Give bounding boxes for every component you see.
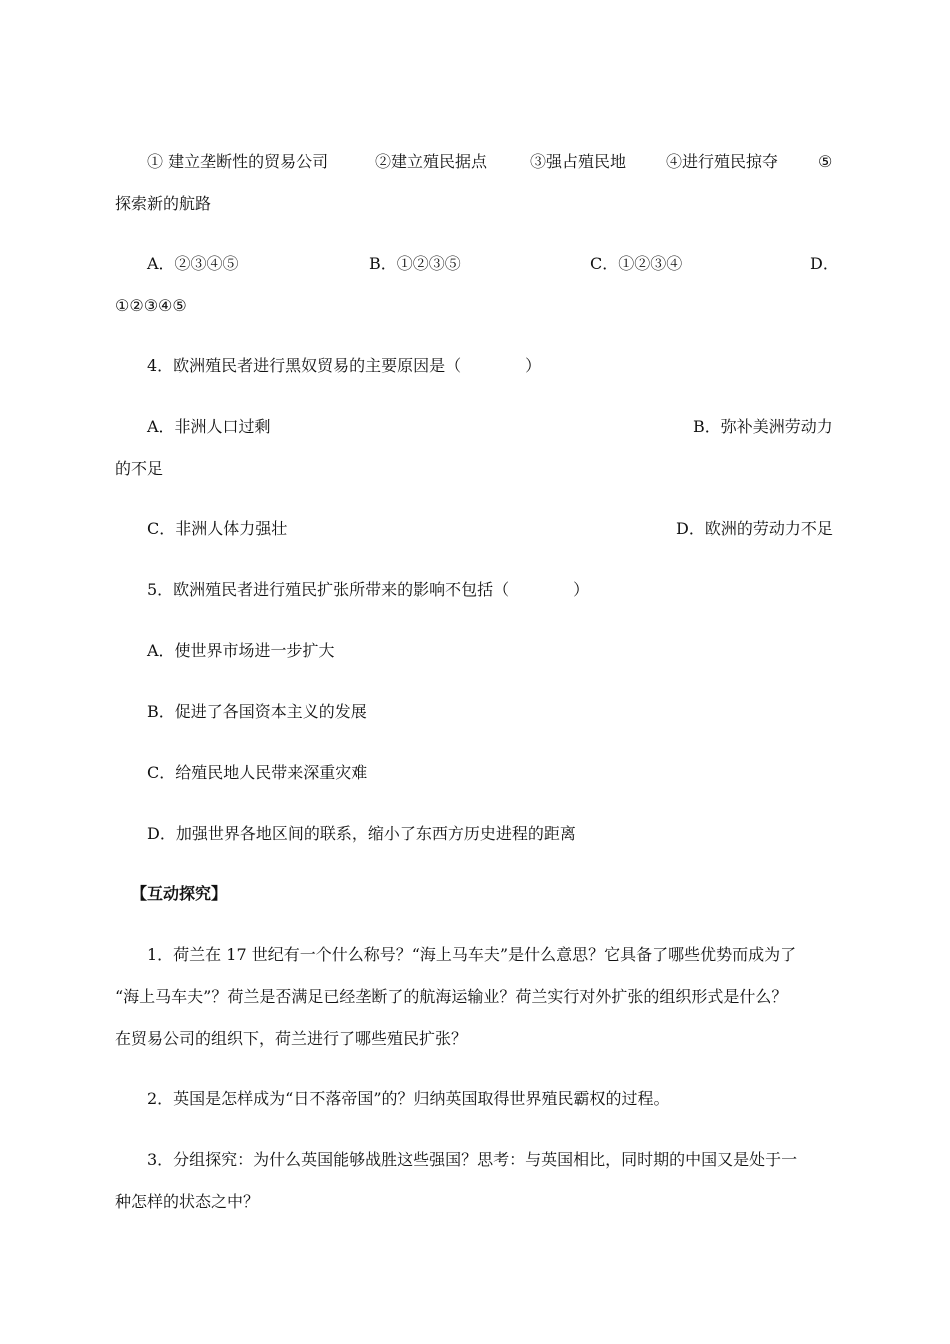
q3-item-1: ① 建立垄断性的贸易公司 <box>147 152 329 171</box>
q4-option-b-continued: 的不足 <box>115 459 164 478</box>
section-heading: 【互动探究】 <box>131 884 228 903</box>
q4-option-d: D．欧洲的劳动力不足 <box>676 519 833 538</box>
q3-item-4: ④进行殖民掠夺 <box>666 152 779 171</box>
explore-p2-line1: 2．英国是怎样成为“日不落帝国”的？归纳英国取得世界殖民霸权的过程。 <box>147 1089 670 1108</box>
explore-p3-line1: 3．分组探究：为什么英国能够战胜这些强国？思考：与英国相比，同时期的中国又是处于一 <box>147 1150 798 1169</box>
q4-option-c: C．非洲人体力强壮 <box>147 519 288 538</box>
q3-option-c: C．①②③④ <box>590 254 683 273</box>
q3-item-2: ②建立殖民据点 <box>375 152 488 171</box>
explore-p1-line2: “海上马车夫”？荷兰是否满足已经垄断了的航海运输业？荷兰实行对外扩张的组织形式是什么？ <box>115 987 788 1006</box>
q5-stem: 5．欧洲殖民者进行殖民扩张所带来的影响不包括（ ） <box>147 580 590 599</box>
q3-item-5: ⑤ <box>818 152 833 171</box>
q5-option-a: A．使世界市场进一步扩大 <box>147 641 335 660</box>
q5-option-b: B．促进了各国资本主义的发展 <box>147 702 367 721</box>
q3-option-d-continued: ①②③④⑤ <box>115 296 187 315</box>
q3-item-3: ③强占殖民地 <box>530 152 627 171</box>
q4-stem: 4．欧洲殖民者进行黑奴贸易的主要原因是（ ） <box>147 356 542 375</box>
explore-p1-line3: 在贸易公司的组织下，荷兰进行了哪些殖民扩张？ <box>115 1029 468 1048</box>
explore-p1-line1: 1．荷兰在 17 世纪有一个什么称号？“海上马车夫”是什么意思？它具备了哪些优势而成为了 <box>147 945 797 964</box>
q3-option-d: D． <box>810 254 839 273</box>
q3-option-a: A．②③④⑤ <box>147 254 239 273</box>
q5-option-d: D．加强世界各地区间的联系，缩小了东西方历史进程的距离 <box>147 824 576 843</box>
q4-option-a: A．非洲人口过剩 <box>147 417 271 436</box>
q5-option-c: C．给殖民地人民带来深重灾难 <box>147 763 368 782</box>
q3-item-5-continued: 探索新的航路 <box>115 194 212 213</box>
q4-option-b: B．弥补美洲劳动力 <box>693 417 833 436</box>
q3-option-b: B．①②③⑤ <box>369 254 461 273</box>
explore-p3-line2: 种怎样的状态之中？ <box>115 1192 260 1211</box>
